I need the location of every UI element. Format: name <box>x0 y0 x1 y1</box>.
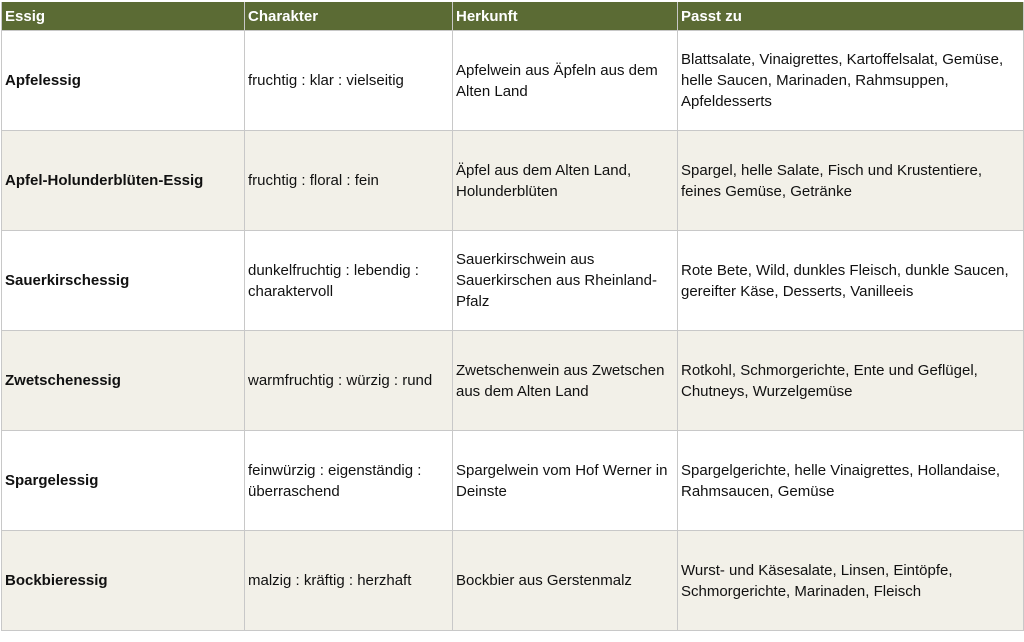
cell-charakter: fruchtig : klar : vielseitig <box>245 31 453 131</box>
cell-charakter: feinwürzig : eigenständig : überraschend <box>245 431 453 531</box>
cell-herkunft: Sauerkirschwein aus Sauerkirschen aus Rheinland-Pfalz <box>453 231 678 331</box>
cell-passt-zu: Spargel, helle Salate, Fisch und Krustentiere, feines Gemüse, Getränke <box>678 131 1024 231</box>
cell-charakter: malzig : kräftig : herzhaft <box>245 531 453 631</box>
header-charakter: Charakter <box>245 2 453 31</box>
table-body <box>2 31 1024 631</box>
cell-essig: Apfel-Holunderblüten-Essig <box>2 131 245 231</box>
cell-herkunft: Zwetschenwein aus Zwetschen aus dem Alten Land <box>453 331 678 431</box>
vinegar-table <box>1 2 1024 631</box>
table-row <box>2 431 1024 531</box>
cell-charakter: fruchtig : floral : fein <box>245 131 453 231</box>
header-herkunft: Herkunft <box>453 2 678 31</box>
cell-passt-zu: Rote Bete, Wild, dunkles Fleisch, dunkle Saucen, gereifter Käse, Desserts, Vanilleeis <box>678 231 1024 331</box>
table-header <box>2 2 1024 31</box>
table-row <box>2 131 1024 231</box>
table-row <box>2 231 1024 331</box>
cell-charakter: warmfruchtig : würzig : rund <box>245 331 453 431</box>
cell-passt-zu: Blattsalate, Vinaigrettes, Kartoffelsalat, Gemüse, helle Saucen, Marinaden, Rahmsuppen, Apfeldesserts <box>678 31 1024 131</box>
cell-passt-zu: Spargelgerichte, helle Vinaigrettes, Hollandaise, Rahmsaucen, Gemüse <box>678 431 1024 531</box>
cell-charakter: dunkelfruchtig : lebendig : charaktervoll <box>245 231 453 331</box>
cell-herkunft: Bockbier aus Gerstenmalz <box>453 531 678 631</box>
header-row <box>2 2 1024 31</box>
cell-essig: Sauerkirschessig <box>2 231 245 331</box>
header-passt-zu: Passt zu <box>678 2 1024 31</box>
cell-passt-zu: Rotkohl, Schmorgerichte, Ente und Geflügel, Chutneys, Wurzelgemüse <box>678 331 1024 431</box>
table-row <box>2 331 1024 431</box>
table-row <box>2 531 1024 631</box>
cell-essig: Spargelessig <box>2 431 245 531</box>
header-essig: Essig <box>2 2 245 31</box>
cell-essig: Apfelessig <box>2 31 245 131</box>
cell-herkunft: Spargelwein vom Hof Werner in Deinste <box>453 431 678 531</box>
table-row <box>2 31 1024 131</box>
cell-herkunft: Äpfel aus dem Alten Land, Holunderblüten <box>453 131 678 231</box>
cell-passt-zu: Wurst- und Käsesalate, Linsen, Eintöpfe, Schmorgerichte, Marinaden, Fleisch <box>678 531 1024 631</box>
cell-herkunft: Apfelwein aus Äpfeln aus dem Alten Land <box>453 31 678 131</box>
cell-essig: Zwetschenessig <box>2 331 245 431</box>
cell-essig: Bockbieressig <box>2 531 245 631</box>
